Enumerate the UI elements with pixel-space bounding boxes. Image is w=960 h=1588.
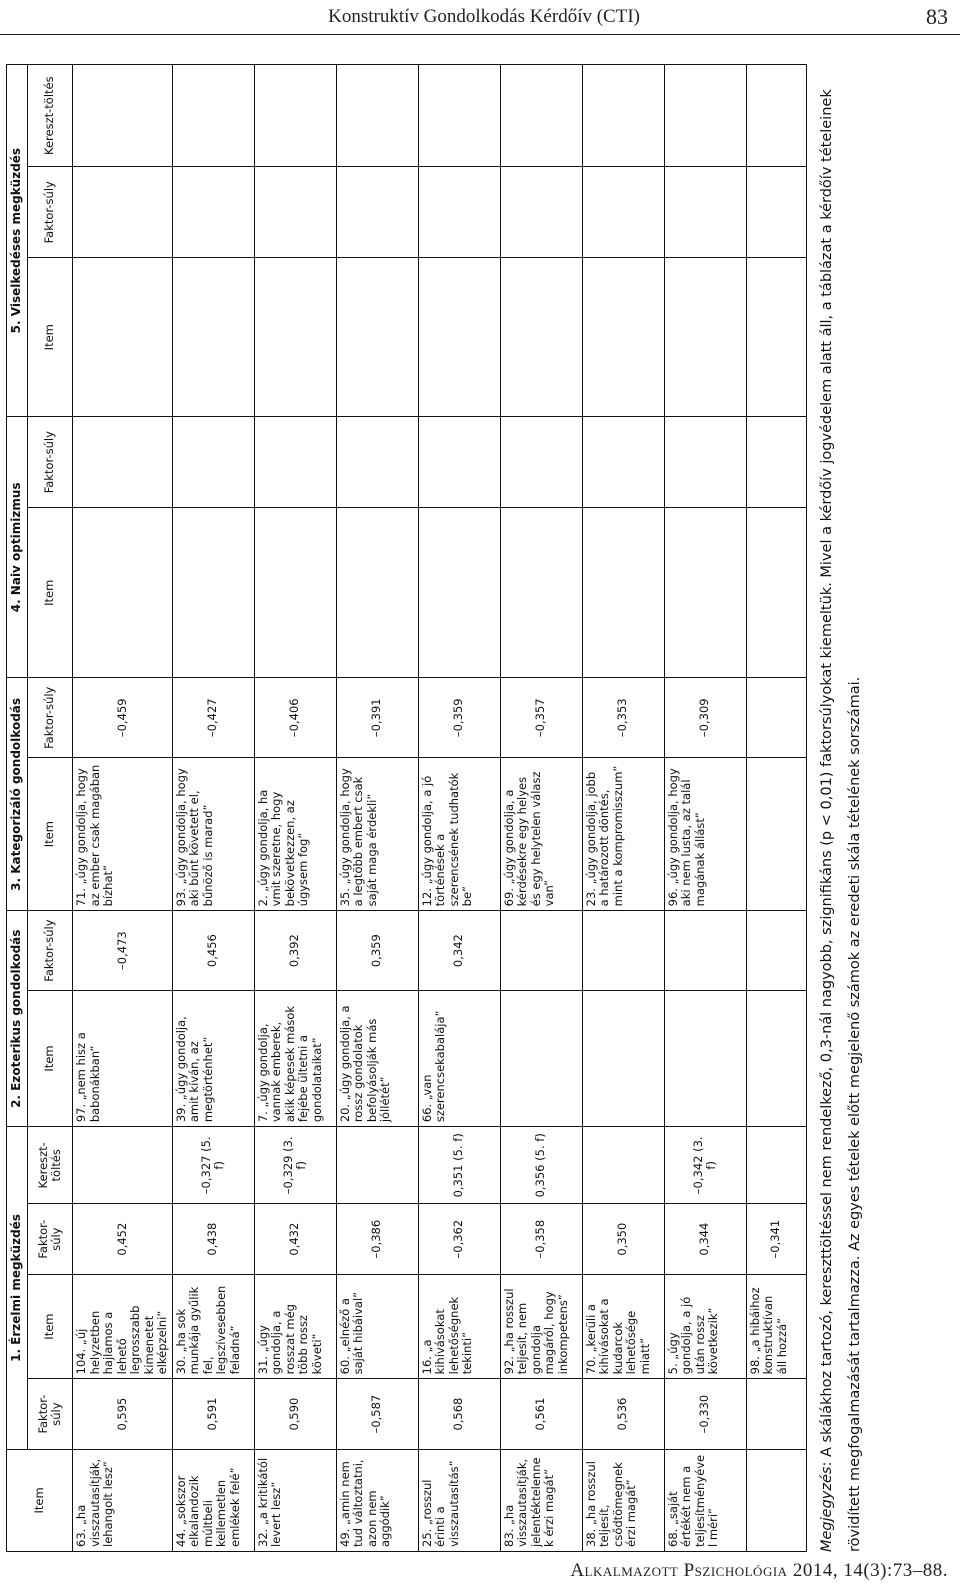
table-row bbox=[73, 65, 173, 1552]
cell-item bbox=[582, 990, 664, 1126]
cell-item bbox=[746, 1449, 806, 1551]
cell-cross: –0,342 (3. f) bbox=[664, 1127, 746, 1204]
cell-empty bbox=[664, 167, 746, 258]
cell-empty bbox=[172, 417, 254, 508]
cell-cross: –0,329 (3. f) bbox=[254, 1127, 336, 1204]
cell-empty bbox=[254, 167, 336, 258]
table-row bbox=[746, 65, 806, 1552]
cell-item: 68. „saját értékét nem a teljesítményével méri” bbox=[664, 1449, 746, 1551]
cell-empty bbox=[73, 417, 173, 508]
cell-empty bbox=[582, 167, 664, 258]
col-header-item: Item bbox=[7, 1449, 73, 1551]
cell-item: 5. „úgy gondolja, a jó után rossz következik” bbox=[664, 1274, 746, 1379]
cell-factor bbox=[500, 911, 582, 991]
cell-empty bbox=[418, 508, 500, 678]
cell-item: 71. „úgy gondolja, hogy az ember csak magában bízhat” bbox=[73, 758, 173, 911]
cell-item: 32. „a kritikától levert lesz” bbox=[254, 1449, 336, 1551]
col-header-factor: Faktor-súly bbox=[28, 1379, 73, 1449]
table-row bbox=[336, 65, 418, 1552]
cell-factor: 0,561 bbox=[500, 1379, 582, 1449]
cell-item: 97. „nem hisz a babonákban” bbox=[73, 990, 173, 1126]
cell-empty bbox=[500, 65, 582, 167]
cell-item: 98. „a hibáihoz konstruktívan áll hozzá” bbox=[746, 1274, 806, 1379]
cell-factor: 0,536 bbox=[582, 1379, 664, 1449]
table-body bbox=[73, 65, 807, 1552]
cell-empty bbox=[746, 258, 806, 417]
cell-factor: –0,587 bbox=[336, 1379, 418, 1449]
cell-item: 35. „úgy gondolja, hogy a legtöbb embert csak saját maga érdekli” bbox=[336, 758, 418, 911]
cell-empty bbox=[746, 508, 806, 678]
col-header-factor: Faktor-súly bbox=[28, 417, 73, 508]
cell-item bbox=[746, 758, 806, 911]
cell-factor: 0,432 bbox=[254, 1204, 336, 1274]
note-label: Megjegyzés bbox=[818, 1466, 835, 1552]
cell-factor: –0,362 bbox=[418, 1204, 500, 1274]
cell-cross bbox=[582, 1127, 664, 1204]
page-number: 83 bbox=[926, 4, 948, 29]
col-header-factor: Faktor-súly bbox=[28, 167, 73, 258]
cell-empty bbox=[746, 417, 806, 508]
cell-cross bbox=[336, 1127, 418, 1204]
cell-factor: 0,595 bbox=[73, 1379, 173, 1449]
cell-empty bbox=[336, 508, 418, 678]
col-header-item: Item bbox=[28, 990, 73, 1126]
cell-item: 70. „kerüli a kihívásokat a kudarcok lehetősége miatt” bbox=[582, 1274, 664, 1379]
table-row bbox=[582, 65, 664, 1552]
cti-factor-table bbox=[6, 64, 807, 1552]
cell-empty bbox=[254, 258, 336, 417]
cell-factor: –0,309 bbox=[664, 678, 746, 758]
cell-empty bbox=[172, 258, 254, 417]
rotated-table-block bbox=[6, 64, 948, 1552]
cell-factor: –0,341 bbox=[746, 1204, 806, 1274]
cell-factor: –0,359 bbox=[418, 678, 500, 758]
cell-factor: –0,386 bbox=[336, 1204, 418, 1274]
col-header-item: Item bbox=[28, 508, 73, 678]
cell-factor bbox=[746, 678, 806, 758]
cell-cross: 0,356 (5. f) bbox=[500, 1127, 582, 1204]
col-header-item: Item bbox=[28, 1274, 73, 1379]
cell-factor: –0,353 bbox=[582, 678, 664, 758]
cell-empty bbox=[336, 258, 418, 417]
cell-empty bbox=[418, 258, 500, 417]
cell-empty bbox=[664, 417, 746, 508]
cell-empty bbox=[664, 258, 746, 417]
cell-item: 23. „úgy gondolja, jobb a határozott döntés, mint a kompromisszum” bbox=[582, 758, 664, 911]
cell-factor: 0,568 bbox=[418, 1379, 500, 1449]
cell-item: 30. „ha sok munkája gyűlik fel, legszívesebben feladná” bbox=[172, 1274, 254, 1379]
cell-empty bbox=[172, 65, 254, 167]
col-header-factor: Faktor-súly bbox=[28, 911, 73, 991]
table-row bbox=[254, 65, 336, 1552]
cell-empty bbox=[746, 65, 806, 167]
cell-item: 20. „úgy gondolja, a rossz gondolatok befolyásolják más jóllétét” bbox=[336, 990, 418, 1126]
col-header-item: Item bbox=[28, 258, 73, 417]
cell-cross: –0,327 (5. f) bbox=[172, 1127, 254, 1204]
journal-name: Alkalmazott Pszichológia bbox=[570, 1560, 788, 1581]
cell-item: 66. „van szerencsekabalája” bbox=[418, 990, 500, 1126]
cell-factor: –0,427 bbox=[172, 678, 254, 758]
cell-empty bbox=[73, 508, 173, 678]
cell-factor: 0,456 bbox=[172, 911, 254, 991]
cell-item: 25. „rosszul érinti a visszautasítás” bbox=[418, 1449, 500, 1551]
cell-empty bbox=[500, 167, 582, 258]
cell-empty bbox=[500, 417, 582, 508]
cell-factor: 0,344 bbox=[664, 1204, 746, 1274]
table-row bbox=[418, 65, 500, 1552]
group-header-5: 5. Viselkedéses megküzdés bbox=[7, 65, 28, 417]
cell-item bbox=[746, 990, 806, 1126]
cell-item: 60. „elnéző a saját hibáival” bbox=[336, 1274, 418, 1379]
cell-empty bbox=[500, 258, 582, 417]
cell-empty bbox=[582, 258, 664, 417]
table-note bbox=[813, 64, 869, 1552]
cell-empty bbox=[172, 508, 254, 678]
cell-empty bbox=[73, 167, 173, 258]
cell-item: 49. „amin nem tud változtatni, azon nem aggódik” bbox=[336, 1449, 418, 1551]
cell-empty bbox=[418, 417, 500, 508]
cell-factor: 0,591 bbox=[172, 1379, 254, 1449]
cell-item: 83. „ha visszautasítják, jelentéktelennek érzi magát” bbox=[500, 1449, 582, 1551]
cell-factor: –0,459 bbox=[73, 678, 173, 758]
cell-empty bbox=[172, 167, 254, 258]
cell-factor: 0,452 bbox=[73, 1204, 173, 1274]
cell-empty bbox=[73, 65, 173, 167]
cell-empty bbox=[418, 65, 500, 167]
cell-empty bbox=[582, 65, 664, 167]
group-header-1: 1. Érzelmi megküzdés bbox=[7, 1127, 28, 1450]
running-header bbox=[0, 2, 960, 38]
header-rule bbox=[0, 34, 960, 35]
cell-empty bbox=[746, 167, 806, 258]
cell-empty bbox=[582, 508, 664, 678]
group-header-3: 3. Kategorizáló gondolkodás bbox=[7, 678, 28, 911]
cell-factor: 0,438 bbox=[172, 1204, 254, 1274]
cell-empty bbox=[500, 508, 582, 678]
cell-item: 31. „úgy gondolja, a rosszat még több rossz követi” bbox=[254, 1274, 336, 1379]
cell-cross bbox=[746, 1127, 806, 1204]
cell-factor bbox=[664, 911, 746, 991]
col-header-cross: Kereszt-töltés bbox=[28, 65, 73, 167]
cell-empty bbox=[664, 508, 746, 678]
cell-factor bbox=[746, 1379, 806, 1449]
cell-item: 92. „ha rosszul teljesít, nem gondolja magáról, hogy inkompetens” bbox=[500, 1274, 582, 1379]
col-header-factor: Faktor-súly bbox=[28, 1204, 73, 1274]
cell-item bbox=[664, 990, 746, 1126]
cell-factor: –0,357 bbox=[500, 678, 582, 758]
citation: 2014, 14(3):73–88. bbox=[792, 1560, 948, 1581]
cell-item: 69. „úgy gondolja, a kérdésekre egy helyes és egy helytelen válasz van” bbox=[500, 758, 582, 911]
cell-factor: –0,358 bbox=[500, 1204, 582, 1274]
cell-item: 96. „úgy gondolja, hogy aki nem lusta, az talál magának állást” bbox=[664, 758, 746, 911]
cell-cross bbox=[73, 1127, 173, 1204]
cell-item bbox=[500, 990, 582, 1126]
running-footer bbox=[570, 1560, 948, 1582]
cell-empty bbox=[254, 508, 336, 678]
group-header-4: 4. Naiv optimizmus bbox=[7, 417, 28, 678]
col-header-factor: Faktor-súly bbox=[28, 678, 73, 758]
table-row bbox=[172, 65, 254, 1552]
cell-factor: 0,342 bbox=[418, 911, 500, 991]
col-header-cross: Kereszt-töltés bbox=[28, 1127, 73, 1204]
cell-factor: –0,330 bbox=[664, 1379, 746, 1449]
table-row bbox=[500, 65, 582, 1552]
cell-item: 12. „úgy gondolja, a jó történések a szerencsének tudhatók be” bbox=[418, 758, 500, 911]
cell-item: 63. „ha visszautasítják, lehangolt lesz” bbox=[73, 1449, 173, 1551]
group-header-2: 2. Ezoterikus gondolkodás bbox=[7, 911, 28, 1127]
cell-factor: –0,406 bbox=[254, 678, 336, 758]
cell-factor: 0,350 bbox=[582, 1204, 664, 1274]
cell-empty bbox=[582, 417, 664, 508]
cell-item: 93. „úgy gondolja, hogy aki bűnt követett el, bűnöző is marad” bbox=[172, 758, 254, 911]
table-row bbox=[664, 65, 746, 1552]
cell-item: 39. „úgy gondolja, amit kíván, az megtörténhet” bbox=[172, 990, 254, 1126]
cell-factor: –0,391 bbox=[336, 678, 418, 758]
cell-empty bbox=[336, 167, 418, 258]
cell-item: 2. „úgy gondolja, ha vmit szeretne, hogy bekövetkezzen, az úgysem fog” bbox=[254, 758, 336, 911]
cell-item: 104. „új helyzetben hajlamos a lehető legrosszabb kimenetet elképzelni” bbox=[73, 1274, 173, 1379]
cell-empty bbox=[254, 417, 336, 508]
cell-factor: 0,590 bbox=[254, 1379, 336, 1449]
cell-factor bbox=[582, 911, 664, 991]
cell-item: 7. „úgy gondolja, vannak emberek, akik képesek mások fejébe ültetni a gondolataikat” bbox=[254, 990, 336, 1126]
cell-item: 44. „sokszor elkalandozik múltbeli kellemetlen emlékek felé” bbox=[172, 1449, 254, 1551]
cell-empty bbox=[336, 65, 418, 167]
cell-item: 38. „ha rosszul teljesít, csődtömegnek érzi magát” bbox=[582, 1449, 664, 1551]
note-text: : A skálákhoz tartozó, kereszttöltéssel nem rendelkező, 0,3-nál nagyobb, szignifikáns (p < 0,01) faktorsúlyokat kiemeltük. Mivel a kérdőív jogvédelem alatt áll, a táblázat a kérdőív tételeinek rövidített megfogalmazását tartalmazza. Az egyes tételek előtt megjelenő számok az eredeti skála tételének sorszámai. bbox=[818, 89, 863, 1552]
cell-factor bbox=[746, 911, 806, 991]
cell-item: 16. „a kihívásokat lehetőségnek tekinti” bbox=[418, 1274, 500, 1379]
cell-empty bbox=[73, 258, 173, 417]
cell-factor: 0,392 bbox=[254, 911, 336, 991]
cell-factor: –0,473 bbox=[73, 911, 173, 991]
cell-empty bbox=[254, 65, 336, 167]
cell-empty bbox=[336, 417, 418, 508]
col-header-item: Item bbox=[28, 758, 73, 911]
cell-cross: 0,351 (5. f) bbox=[418, 1127, 500, 1204]
cell-empty bbox=[664, 65, 746, 167]
cell-empty bbox=[418, 167, 500, 258]
running-title: Konstruktív Gondolkodás Kérdőív (CTI) bbox=[328, 6, 640, 27]
cell-factor: 0,359 bbox=[336, 911, 418, 991]
